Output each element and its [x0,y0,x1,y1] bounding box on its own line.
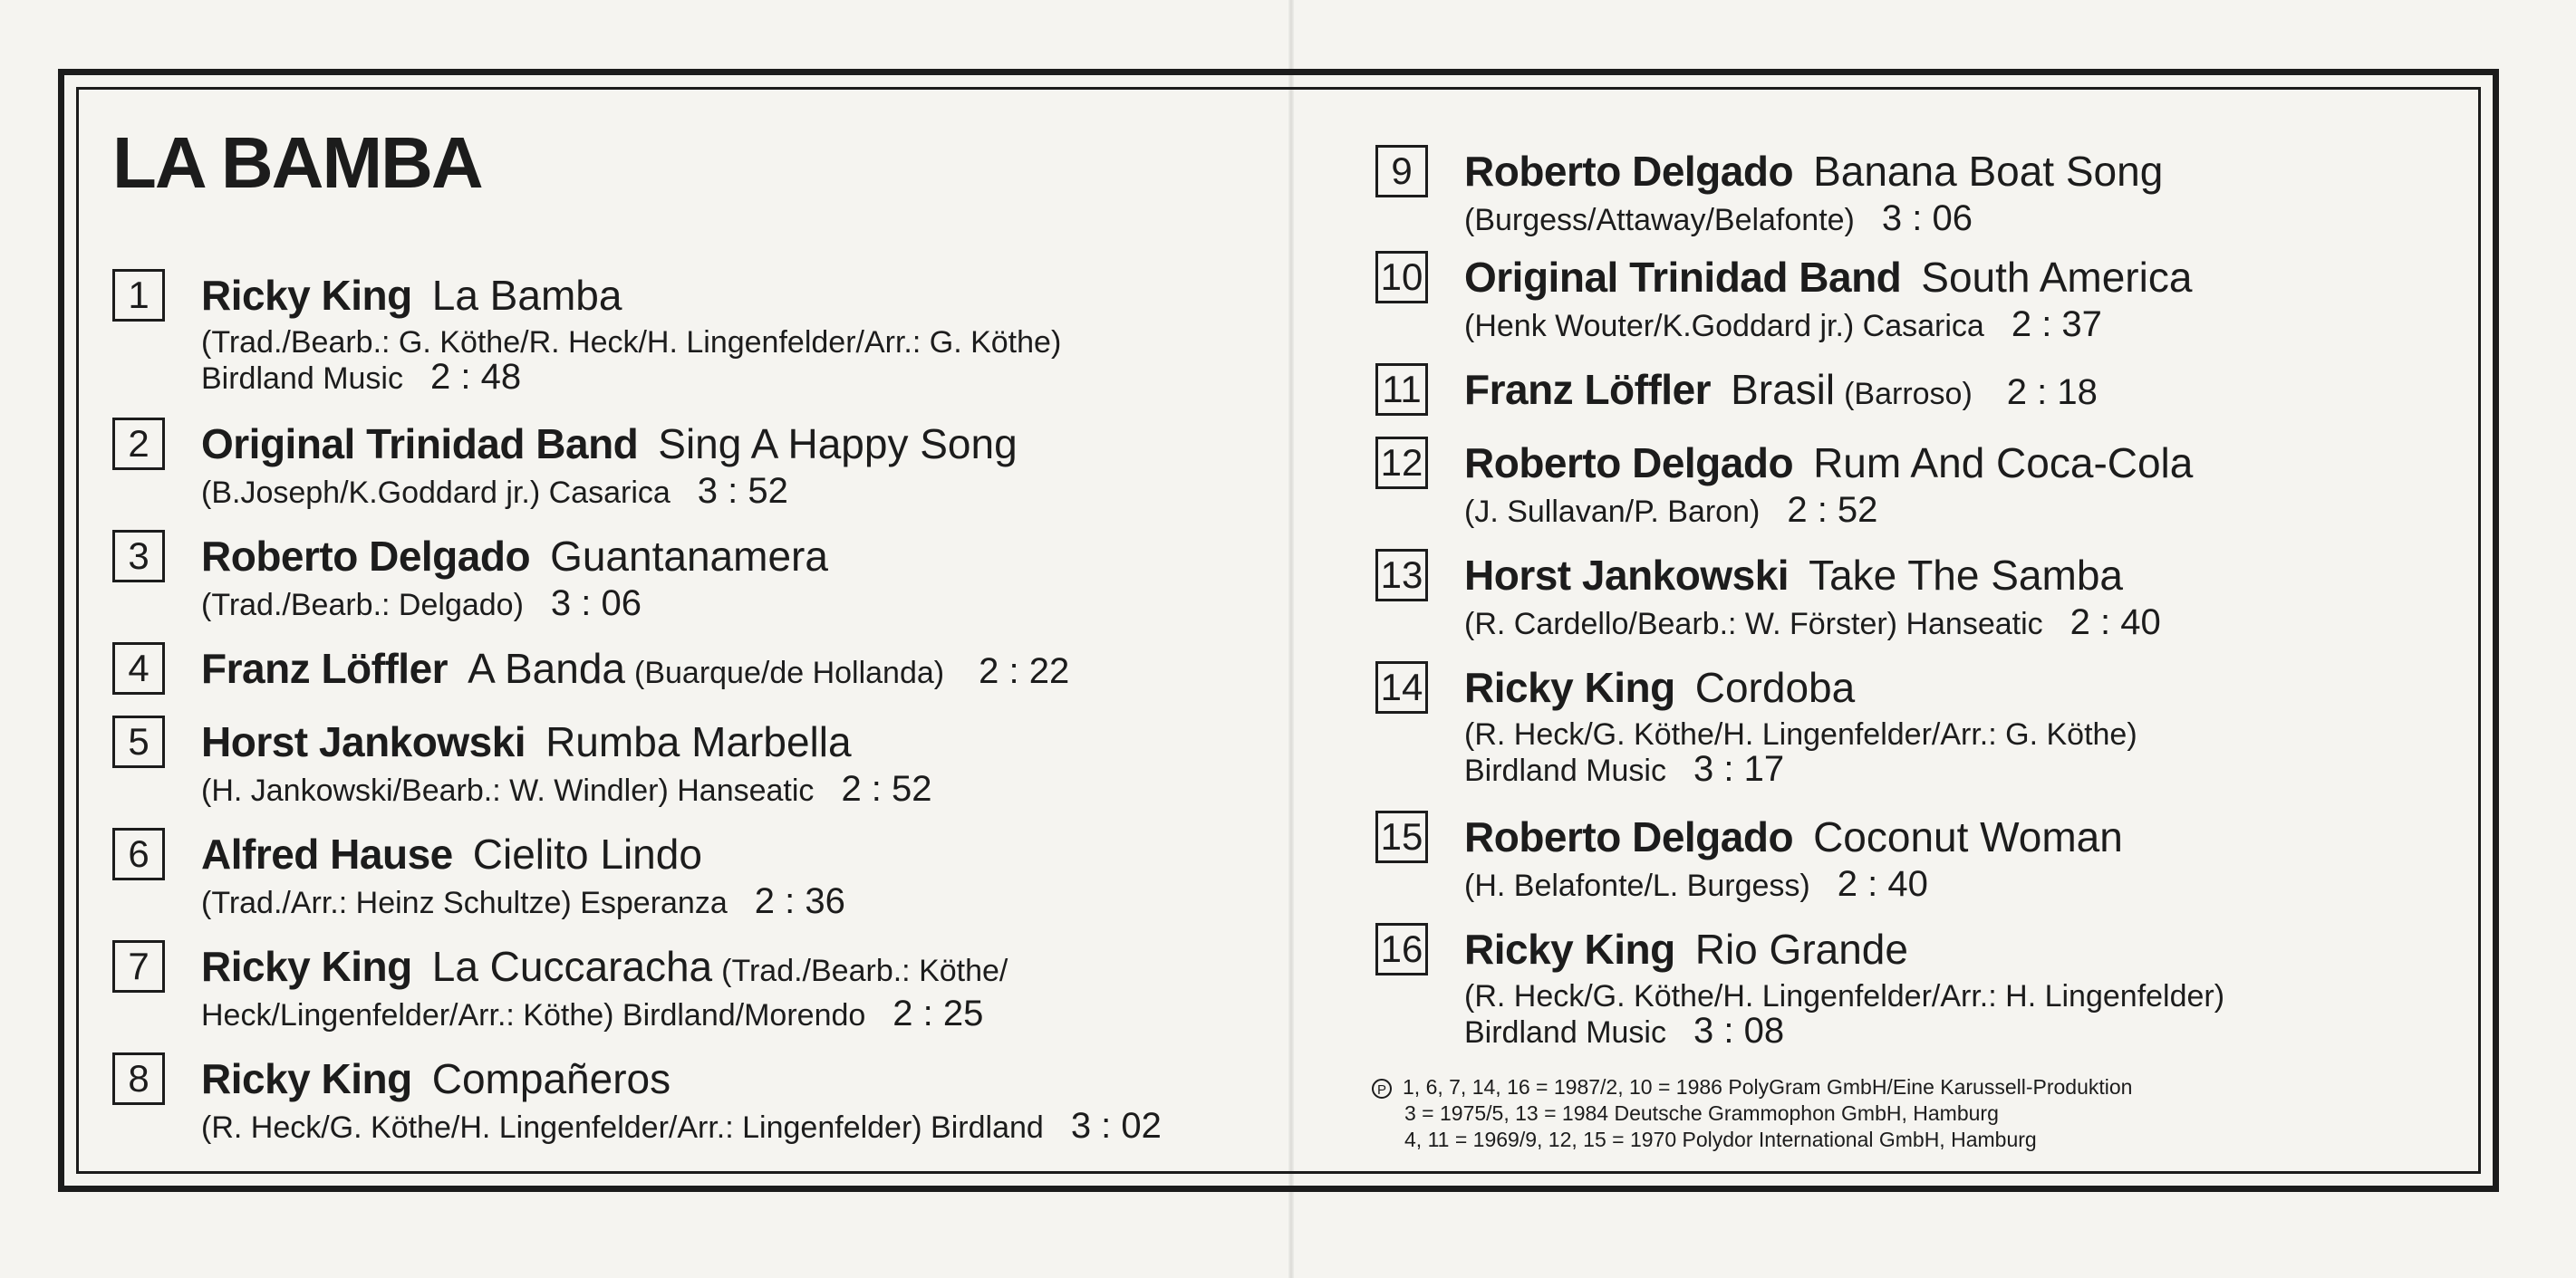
track-credit-text: Birdland Music [201,361,403,396]
track-credit-text: (R. Heck/G. Köthe/H. Lingenfelder/Arr.: G. Köthe) [1464,717,2137,752]
footnote-text: 1, 6, 7, 14, 16 = 1987/2, 10 = 1986 PolyGram GmbH/Eine Karussell-Produktion [1403,1075,2133,1099]
track-artist: Ricky King [1464,664,1675,711]
track-main-line [201,644,1069,697]
track-artist: Ricky King [201,272,412,319]
track-duration: 3 : 17 [1693,749,1785,789]
track-credit-text: (R. Heck/G. Köthe/H. Lingenfelder/Arr.: Lingenfelder) Birdland [201,1110,1044,1145]
track-title: Guantanamera [550,533,828,580]
track-credit-text: (R. Heck/G. Köthe/H. Lingenfelder/Arr.: H. Lingenfelder) [1464,979,2225,1014]
track-credits [201,996,983,1033]
track-artist: Alfred Hause [201,831,453,878]
track-main-line [1464,147,2163,196]
track-title: Rio Grande [1694,926,1908,973]
track-credit-text: (H. Jankowski/Bearb.: W. Windler) Hanseatic [201,774,815,808]
track-title: Compañeros [431,1055,671,1102]
track-title: Cordoba [1694,664,1856,711]
track-title: South America [1921,254,2193,301]
track-credits [201,881,845,921]
track-number-box: 9 [1375,145,1428,197]
track-title: A Banda [468,645,625,692]
track-main-line [201,942,1008,995]
track-artist: Franz Löffler [1464,366,1712,413]
track-credit-line [201,881,845,921]
track-number-box: 7 [112,940,165,993]
track-duration: 2 : 36 [754,881,845,921]
track-credit-line [201,996,983,1033]
track-duration: 2 : 22 [979,651,1070,691]
track-main-line [201,532,828,581]
track-credits [201,769,932,809]
track-artist: Roberto Delgado [201,533,531,580]
track-credit-line [1464,602,2161,642]
track-title: Sing A Happy Song [658,420,1018,467]
track-credit-line [1464,304,2102,344]
track-credits [1464,602,2161,642]
track-duration: 3 : 02 [1070,1106,1162,1146]
copyright-footnote [1372,1074,2132,1153]
track-main-line [1464,925,1908,974]
track-credit-line [201,1106,1162,1146]
track-main-line [201,271,622,320]
track-number-box: 1 [112,269,165,322]
track-credits [201,325,1061,396]
track-main-line [201,1054,671,1103]
track-number-box: 3 [112,530,165,582]
track-credit-text: (R. Cardello/Bearb.: W. Förster) Hanseatic [1464,607,2043,641]
track-title: Take The Samba [1809,552,2123,599]
track-credit-text: (Henk Wouter/K.Goddard jr.) Casarica [1464,309,1984,343]
track-credits [201,583,642,623]
track-duration: 2 : 40 [1837,864,1928,904]
track-number-box: 11 [1375,363,1428,416]
track-credits [1464,490,1878,530]
track-title: Coconut Woman [1813,813,2123,860]
track-main-line [1464,551,2123,600]
track-artist: Roberto Delgado [1464,148,1794,195]
track-artist: Franz Löffler [201,645,449,692]
track-number-box: 15 [1375,811,1428,863]
track-number-box: 16 [1375,923,1428,975]
track-main-line [1464,663,1855,712]
track-number-box: 4 [112,642,165,695]
track-credit-text: (Trad./Bearb.: G. Köthe/R. Heck/H. Lingenfelder/Arr.: G. Köthe) [201,325,1062,360]
track-credit-line [201,325,1061,360]
track-artist: Original Trinidad Band [1464,254,1902,301]
album-title: LA BAMBA [112,122,482,203]
track-duration: 3 : 08 [1693,1011,1785,1051]
track-credits [201,471,788,511]
track-artist: Roberto Delgado [1464,813,1794,860]
track-credit-text: (Trad./Arr.: Heinz Schultze) Esperanza [201,886,728,920]
footnote-text: 3 = 1975/5, 13 = 1984 Deutsche Grammophon GmbH, Hamburg [1404,1101,1999,1125]
track-number-box: 8 [112,1052,165,1105]
footnote-text: 4, 11 = 1969/9, 12, 15 = 1970 Polydor International GmbH, Hamburg [1404,1128,2037,1151]
track-duration: 2 : 40 [2069,602,2161,642]
track-artist: Original Trinidad Band [201,420,639,467]
track-duration: 2 : 25 [892,994,984,1033]
track-credit-line [201,357,1061,397]
track-credit-line [1464,1011,2224,1051]
track-main-line [1464,812,2123,861]
track-artist: Ricky King [1464,926,1675,973]
track-duration: 2 : 52 [841,769,932,809]
track-duration: 2 : 37 [2011,304,2102,344]
track-credits [1464,979,2224,1050]
footnote-line [1372,1074,2132,1100]
track-credit-text: Heck/Lingenfelder/Arr.: Köthe) Birdland/Morendo [201,998,866,1033]
track-credits [1464,198,1973,238]
track-credit-text: Birdland Music [1464,754,1666,788]
track-main-line [1464,253,2192,302]
track-number-box: 2 [112,418,165,470]
track-credit-line [1464,490,1878,530]
track-main-line [201,717,852,766]
track-credits [1464,304,2102,344]
track-duration: 3 : 06 [550,583,642,623]
track-title: La Bamba [431,272,622,319]
track-artist: Horst Jankowski [1464,552,1790,599]
track-credit-line [1464,979,2224,1014]
track-credit-line [201,471,788,511]
track-main-line [1464,438,2193,487]
track-artist: Ricky King [201,943,412,990]
track-credits [1464,864,1928,904]
track-artist: Horst Jankowski [201,718,526,765]
track-duration: 2 : 18 [2006,372,2098,412]
track-credit-text: (B.Joseph/K.Goddard jr.) Casarica [201,476,671,510]
track-main-line [201,419,1018,468]
track-number-box: 14 [1375,661,1428,714]
track-number-box: 13 [1375,549,1428,601]
track-credits [201,1106,1162,1146]
track-number-box: 10 [1375,251,1428,303]
track-duration: 2 : 48 [429,357,522,397]
track-credit-text: (H. Belafonte/L. Burgess) [1464,869,1810,903]
track-artist: Ricky King [201,1055,412,1102]
track-credit-line [1464,717,2137,752]
track-credit-inline: (Trad./Bearb.: Köthe/ [721,954,1008,988]
track-number-box: 5 [112,716,165,768]
track-artist: Roberto Delgado [1464,439,1794,486]
track-duration: 3 : 52 [697,471,788,511]
track-credit-line [1464,198,1973,238]
track-title: La Cuccaracha [431,943,713,990]
track-credit-text: (Trad./Bearb.: Delgado) [201,588,524,622]
track-number-box: 12 [1375,437,1428,489]
track-credit-line [1464,749,2137,789]
track-title: Rum And Coca-Cola [1813,439,2194,486]
track-credit-text: (J. Sullavan/P. Baron) [1464,495,1761,529]
track-duration: 2 : 52 [1787,490,1878,530]
track-title: Brasil [1731,366,1836,413]
track-credits [1464,717,2137,788]
track-title: Banana Boat Song [1813,148,2164,195]
track-title: Cielito Lindo [472,831,702,878]
track-main-line [1464,365,2098,418]
track-title: Rumba Marbella [545,718,852,765]
track-credit-line [201,583,642,623]
track-number-box: 6 [112,828,165,880]
phonogram-copyright-icon: P [1372,1079,1392,1099]
track-credit-text: Birdland Music [1464,1015,1666,1050]
track-credit-inline: (Barroso) [1844,377,1973,411]
track-credit-line [1464,864,1928,904]
track-credit-text: (Burgess/Attaway/Belafonte) [1464,203,1855,237]
track-credit-inline: (Buarque/de Hollanda) [634,656,945,690]
track-main-line [201,830,702,879]
track-credit-line [201,769,932,809]
track-duration: 3 : 06 [1881,198,1973,238]
